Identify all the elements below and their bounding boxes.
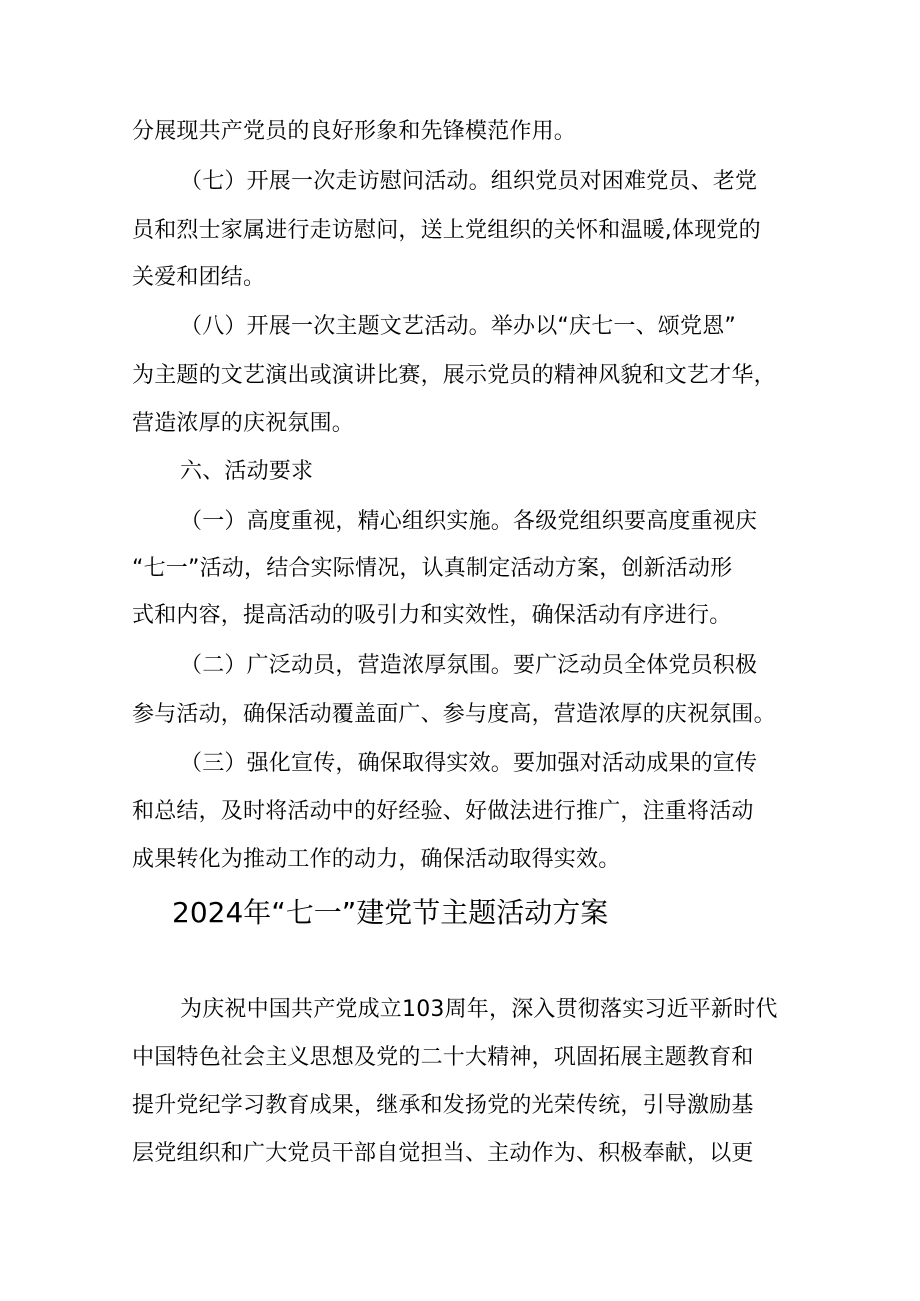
body-line: （八）开展一次主题文艺活动。举办以“庆七一、颂党恩”: [180, 314, 736, 339]
intro-line: 提升党纪学习教育成果，继承和发扬党的光荣传统，引导激励基: [132, 1093, 754, 1118]
body-line: 和总结，及时将活动中的好经验、好做法进行推广，注重将活动: [132, 799, 754, 824]
document-title: 2024年“七一”建党节主题活动方案: [172, 896, 609, 929]
intro-line: 层党组织和广大党员干部自觉担当、主动作为、积极奉献，以更: [132, 1141, 754, 1166]
body-line: 员和烈士家属进行走访慰问，送上党组织的关怀和温暖,体现党的: [132, 218, 761, 243]
body-line: 分展现共产党员的良好形象和先锋模范作用。: [132, 119, 577, 144]
body-line: （一）高度重视，精心组织实施。各级党组织要高度重视庆: [180, 509, 758, 534]
body-line: （七）开展一次走访慰问活动。组织党员对困难党员、老党: [180, 169, 758, 194]
body-line: 参与活动，确保活动覆盖面广、参与度高，营造浓厚的庆祝氛围。: [132, 702, 776, 727]
section-heading: 六、活动要求: [180, 459, 314, 484]
body-line: 式和内容，提高活动的吸引力和实效性，确保活动有序进行。: [132, 603, 732, 628]
body-line: （三）强化宣传，确保取得实效。要加强对活动成果的宣传: [180, 751, 758, 776]
intro-line: 为庆祝中国共产党成立103周年，深入贯彻落实习近平新时代: [180, 997, 778, 1022]
body-line: 成果转化为推动工作的动力，确保活动取得实效。: [132, 847, 621, 872]
body-line: 营造浓厚的庆祝氛围。: [132, 411, 355, 436]
body-line: （二）广泛动员，营造浓厚氛围。要广泛动员全体党员积极: [180, 653, 758, 678]
intro-line: 中国特色社会主义思想及党的二十大精神，巩固拓展主题教育和: [132, 1045, 754, 1070]
body-line: 为主题的文艺演出或演讲比赛，展示党员的精神风貌和文艺才华，: [132, 363, 776, 388]
body-line: 关爱和团结。: [132, 265, 266, 290]
body-line: “七一”活动，结合实际情况，认真制定活动方案，创新活动形: [132, 556, 733, 581]
